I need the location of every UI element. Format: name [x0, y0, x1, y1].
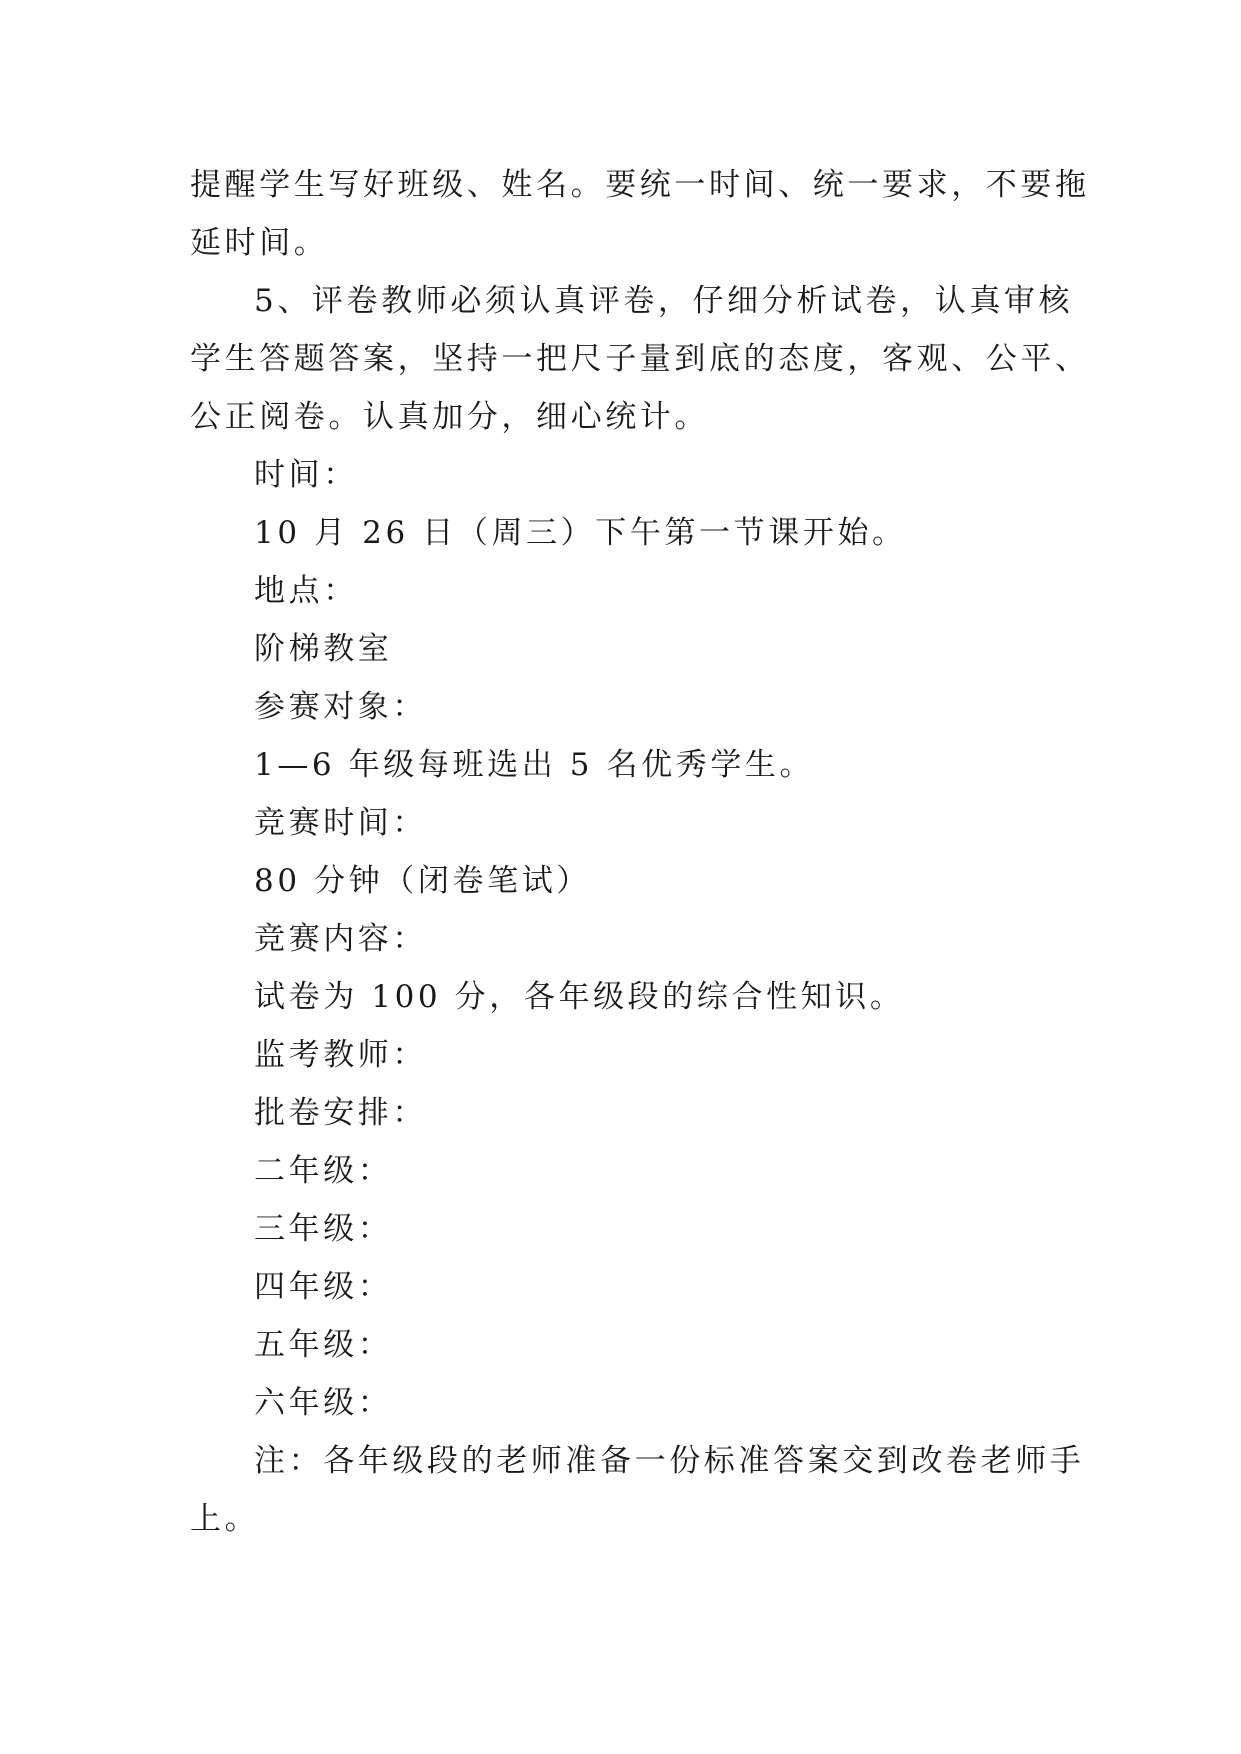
text-line: 1—6 年级每班选出 5 名优秀学生。 [254, 747, 815, 783]
text-line: 试卷为 100 分，各年级段的综合性知识。 [254, 979, 905, 1015]
text-line: 上。 [190, 1501, 260, 1537]
text-line: 时间： [254, 457, 358, 493]
text-line: 竞赛内容： [254, 921, 427, 957]
text-line: 延时间。 [190, 225, 329, 261]
text-line: 参赛对象： [254, 689, 427, 725]
text-line: 竞赛时间： [254, 805, 427, 841]
text-line: 注：各年级段的老师准备一份标准答案交到改卷老师手 [254, 1443, 1085, 1479]
text-line: 三年级： [254, 1211, 393, 1247]
text-line: 学生答题答案，坚持一把尺子量到底的态度，客观、公平、 [190, 341, 1090, 377]
text-line: 六年级： [254, 1385, 393, 1421]
text-line: 80 分钟（闭卷笔试） [254, 863, 591, 899]
text-line: 五年级： [254, 1327, 393, 1363]
text-line: 监考教师： [254, 1037, 427, 1073]
text-line: 提醒学生写好班级、姓名。要统一时间、统一要求，不要拖 [190, 167, 1090, 203]
text-line: 四年级： [254, 1269, 393, 1305]
text-line: 5、评卷教师必须认真评卷，仔细分析试卷，认真审核 [254, 283, 1074, 319]
text-line: 阶梯教室 [254, 631, 393, 667]
text-line: 二年级： [254, 1153, 393, 1189]
text-line: 公正阅卷。认真加分，细心统计。 [190, 399, 709, 435]
text-line: 地点： [254, 573, 358, 609]
text-line: 批卷安排： [254, 1095, 427, 1131]
text-line: 10 月 26 日（周三）下午第一节课开始。 [254, 515, 907, 551]
